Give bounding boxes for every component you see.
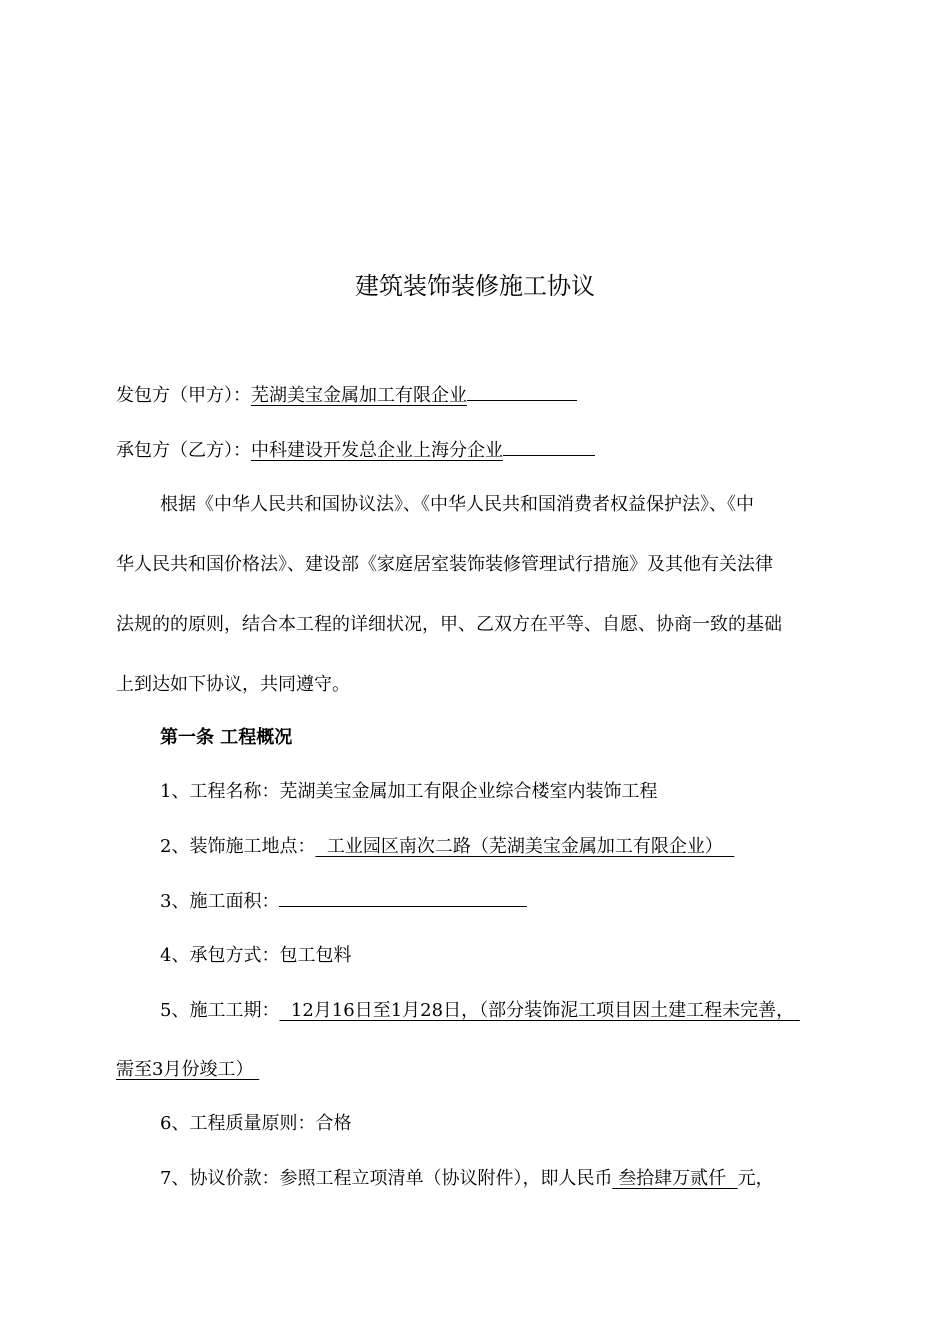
document-title: 建筑装饰装修施工协议 [355,272,595,300]
item2-value-wrap [315,836,734,857]
item7-label: 7、协议价款：参照工程立项清单（协议附件），即人民币 [160,1168,613,1189]
item7-amount-wrap [612,1168,737,1189]
item7-amount: 叁拾肆万贰仟 [618,1168,727,1189]
item2-label: 2、装饰施工地点： [160,836,316,857]
party-b-value: 中科建设开发总企业上海分企业 [251,440,503,461]
party-a-blank [467,399,577,401]
item3-blank [279,905,527,907]
item6-value: 合格 [315,1113,352,1134]
item3-line [160,890,527,914]
item5-value-wrap [279,1000,799,1021]
item4-line [160,944,351,968]
item7-line [160,1167,774,1191]
party-b-blank [503,454,595,456]
item3-label: 3、施工面积： [160,891,280,912]
party-a-label: 发包方（甲方）： [116,385,251,406]
preamble-line-3: 法规的的原则，结合本工程的详细状况，甲、乙双方在平等、自愿、协商一致的基础 [116,614,782,635]
item6-line [160,1112,351,1136]
item7-suffix: 元， [737,1168,774,1189]
item1-label: 1、工程名称： [160,781,280,802]
item2-line [160,835,734,859]
party-b-line [116,439,595,463]
item1-line [160,780,657,804]
preamble-line-1: 根据《中华人民共和国协议法》、《中华人民共和国消费者权益保护法》、《中 [160,494,754,515]
item5-value-line2-text: 需至3月份竣工） [116,1059,254,1080]
item1-value: 芜湖美宝金属加工有限企业综合楼室内装饰工程 [279,781,658,802]
item6-label: 6、工程质量原则： [160,1113,316,1134]
preamble-line-2: 华人民共和国价格法》、建设部《家庭居室装饰装修管理试行措施》及其他有关法律 [116,554,773,575]
party-a-line [116,384,577,408]
preamble-line-4: 上到达如下协议，共同遵守。 [116,674,350,695]
item5-continuation [116,1058,259,1082]
party-b-label: 承包方（乙方）： [116,440,251,461]
item5-label: 5、施工工期： [160,1000,280,1021]
item5-line [160,999,800,1023]
item5-value-line2 [116,1059,259,1080]
item4-label: 4、承包方式： [160,945,280,966]
party-a-value: 芜湖美宝金属加工有限企业 [251,385,467,406]
item2-value: 工业园区南次二路（芜湖美宝金属加工有限企业） [326,836,723,857]
item4-value: 包工包料 [279,945,352,966]
item5-value-line1: 12月16日至1月28日，（部分装饰泥工项目因土建工程未完善， [290,1000,795,1021]
article1-heading: 第一条 工程概况 [160,727,293,748]
